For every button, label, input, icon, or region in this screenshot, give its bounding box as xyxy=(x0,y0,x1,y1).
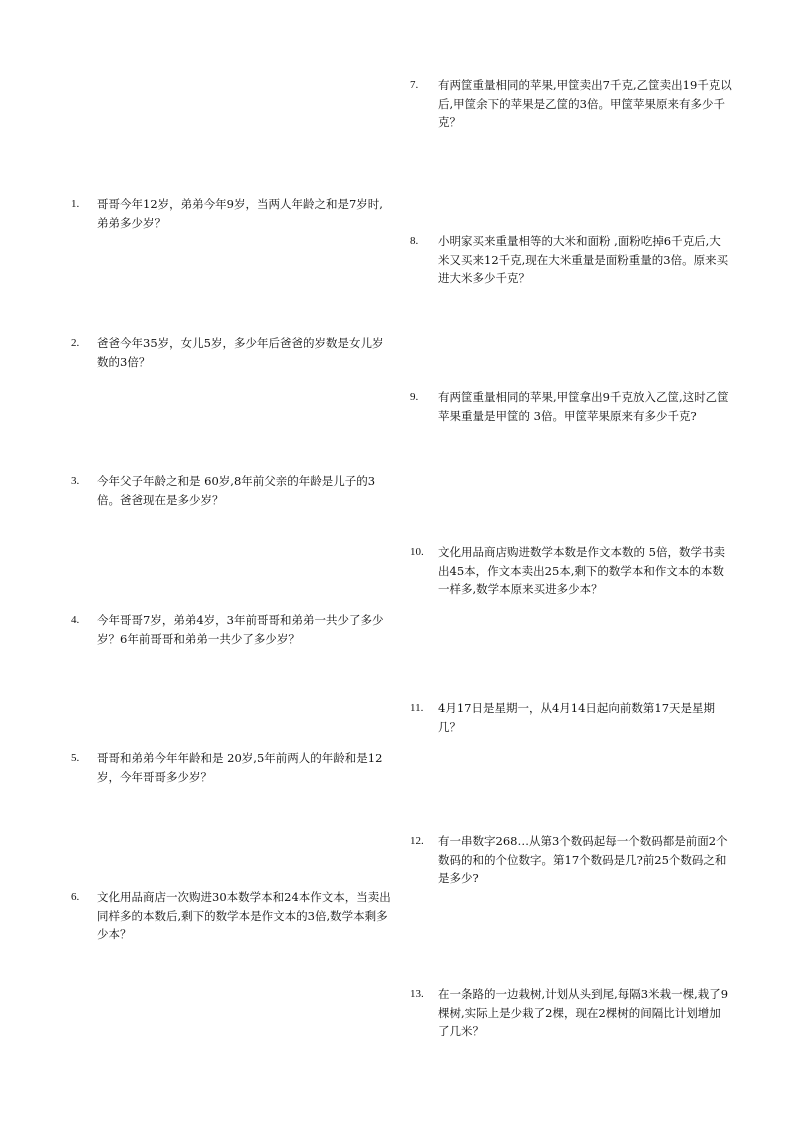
problem-text: 有一串数字268…从第3个数码起每一个数码都是前面2个数码的和的个位数字。第17个数码是几?前25个数码之和是多少? xyxy=(438,834,728,885)
problem-number: 3. xyxy=(71,475,80,487)
problem-text: 4月17日是星期一，从4月14日起向前数第17天是星期几？ xyxy=(438,701,716,734)
problem-number: 2. xyxy=(71,337,80,349)
problem-number: 13. xyxy=(410,988,424,1000)
problem-text: 哥哥今年12岁，弟弟今年9岁，当两人年龄之和是7岁时,弟弟多少岁？ xyxy=(97,197,383,230)
problem-number: 10. xyxy=(410,546,424,558)
problem-text: 文化用品商店一次购进30本数学本和24本作文本，当卖出同样多的本数后,剩下的数学本是作文本的3倍,数学本剩多少本？ xyxy=(97,890,391,941)
problem-text: 在一条路的一边栽树,计划从头到尾,每隔3米栽一棵,栽了9棵树,实际上是少栽了2棵，现在2棵树的间隔比计划增加了几米？ xyxy=(438,987,729,1038)
problem-number: 1. xyxy=(71,198,80,210)
problem-text: 今年父子年龄之和是 60岁,8年前父亲的年龄是儿子的3倍。爸爸现在是多少岁？ xyxy=(97,474,376,507)
problem-text: 哥哥和弟弟今年年龄和是 20岁,5年前两人的年龄和是12岁，今年哥哥多少岁？ xyxy=(97,751,383,784)
problem-text: 小明家买来重量相等的大米和面粉 ,面粉吃掉6千克后,大米又买来12千克,现在大米重量是面粉重量的3倍。原来买进大米多少千克？ xyxy=(438,234,729,285)
problem-number: 8. xyxy=(410,235,419,247)
problem-number: 7. xyxy=(410,79,419,91)
problem-number: 9. xyxy=(410,391,419,403)
problem-text: 有两筐重量相同的苹果,甲筐卖出7千克,乙筐卖出19千克以后,甲筐余下的苹果是乙筐的3倍。甲筐苹果原来有多少千克？ xyxy=(438,78,732,129)
problem-number: 11. xyxy=(410,702,424,714)
problem-text: 爸爸今年35岁，女儿5岁，多少年后爸爸的岁数是女儿岁数的3倍？ xyxy=(97,336,384,369)
problem-number: 4. xyxy=(71,614,80,626)
problem-text: 有两筐重量相同的苹果,甲筐拿出9千克放入乙筐,这时乙筐苹果重量是甲筐的 3倍。甲筐苹果原来有多少千克? xyxy=(438,390,729,423)
problem-text: 今年哥哥7岁，弟弟4岁，3年前哥哥和弟弟一共少了多少岁？6年前哥哥和弟弟一共少了多少岁？ xyxy=(97,613,384,646)
problem-number: 6. xyxy=(71,891,80,903)
problem-text: 文化用品商店购进数学本数是作文本数的 5倍，数学书卖出45本，作文本卖出25本,剩下的数学本和作文本的本数一样多,数学本原来买进多少本？ xyxy=(438,545,725,596)
problem-number: 12. xyxy=(410,835,424,847)
problem-number: 5. xyxy=(71,752,80,764)
